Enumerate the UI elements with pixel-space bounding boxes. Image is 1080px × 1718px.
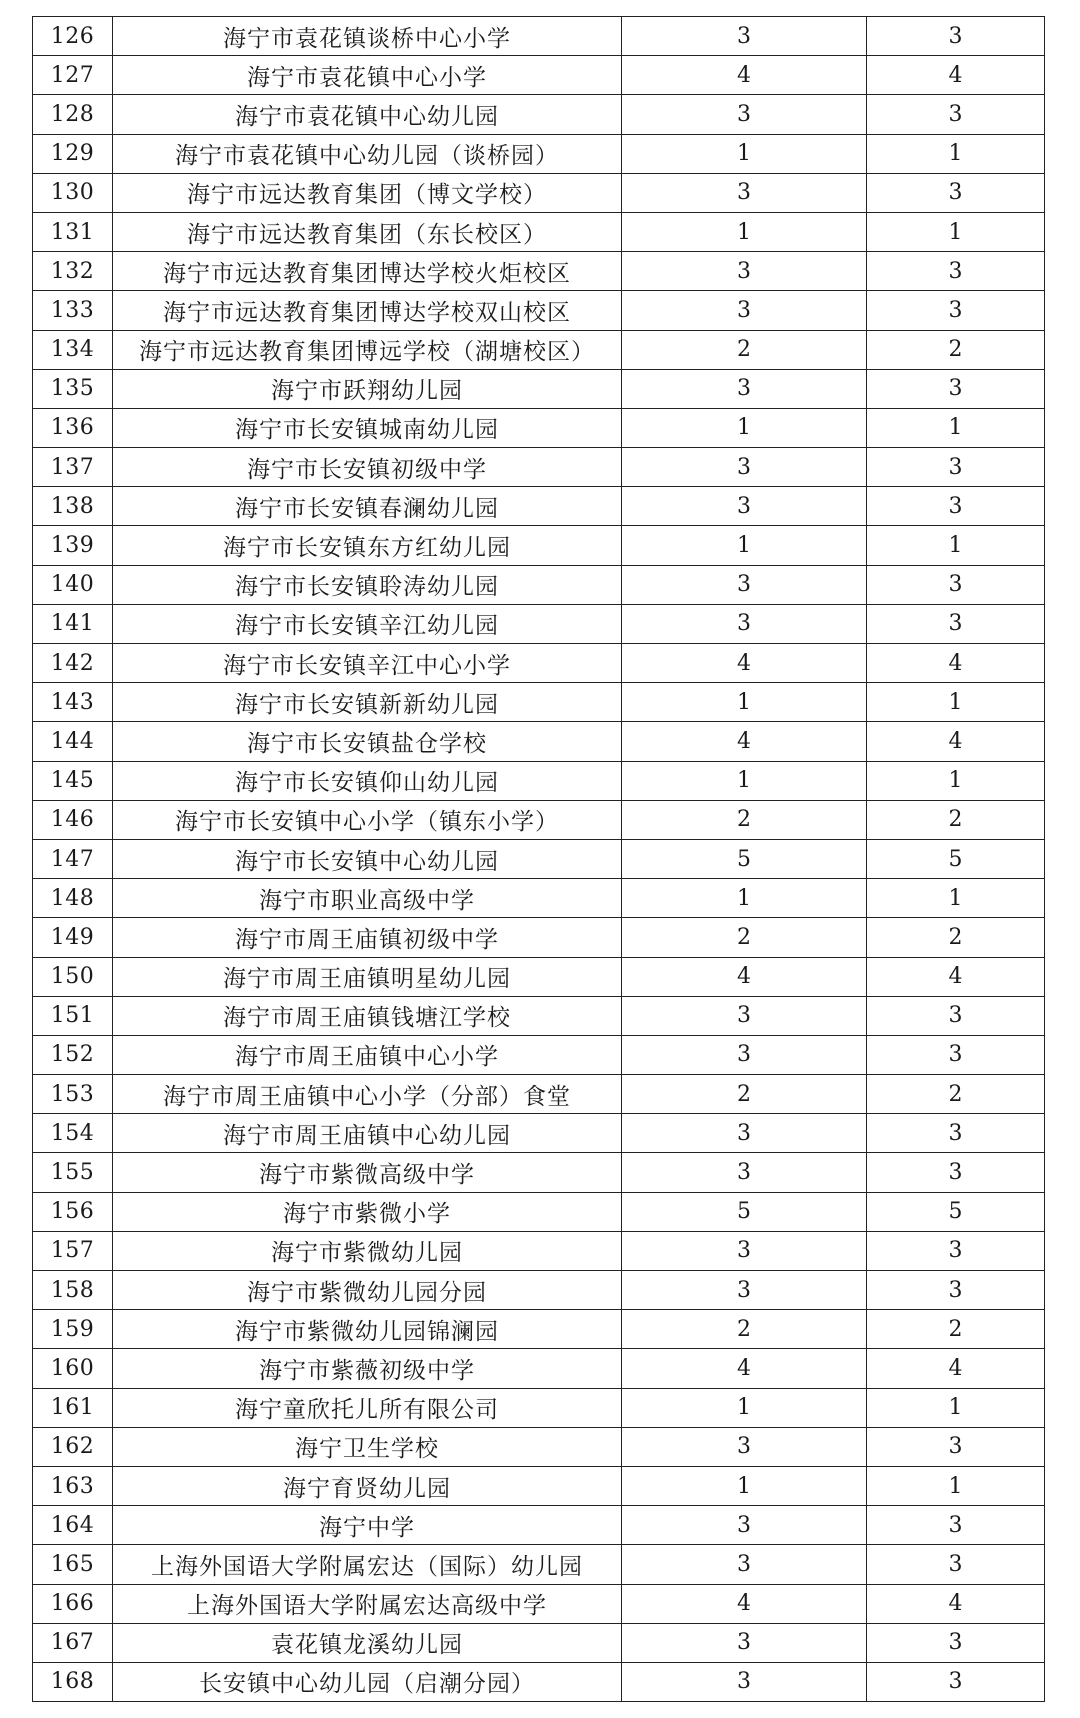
row-number-cell: 136 — [33, 408, 113, 447]
count-cell-a: 1 — [622, 1466, 867, 1505]
row-number-cell: 149 — [33, 918, 113, 957]
count-cell-a: 3 — [622, 1662, 867, 1701]
count-cell-a: 3 — [622, 1427, 867, 1466]
table-row — [33, 173, 1045, 212]
row-number-cell: 130 — [33, 173, 113, 212]
count-cell-a: 4 — [622, 644, 867, 683]
row-number-cell: 146 — [33, 800, 113, 839]
count-cell-b: 3 — [867, 1623, 1045, 1662]
school-name-cell: 海宁市袁花镇中心幼儿园 — [113, 95, 622, 134]
count-cell-a: 5 — [622, 839, 867, 878]
school-name-cell: 海宁市袁花镇谈桥中心小学 — [113, 17, 622, 56]
school-name-cell: 海宁市紫微小学 — [113, 1192, 622, 1231]
table-row — [33, 95, 1045, 134]
row-number-cell: 152 — [33, 1035, 113, 1074]
count-cell-b: 2 — [867, 330, 1045, 369]
count-cell-b: 3 — [867, 1427, 1045, 1466]
count-cell-a: 3 — [622, 448, 867, 487]
school-name-cell: 海宁市周王庙镇中心幼儿园 — [113, 1114, 622, 1153]
school-name-cell: 海宁市远达教育集团博达学校双山校区 — [113, 291, 622, 330]
count-cell-b: 4 — [867, 722, 1045, 761]
row-number-cell: 132 — [33, 252, 113, 291]
count-cell-a: 1 — [622, 526, 867, 565]
row-number-cell: 154 — [33, 1114, 113, 1153]
table-row — [33, 526, 1045, 565]
row-number-cell: 139 — [33, 526, 113, 565]
table-row — [33, 683, 1045, 722]
table-row — [33, 56, 1045, 95]
row-number-cell: 160 — [33, 1349, 113, 1388]
count-cell-b: 1 — [867, 212, 1045, 251]
count-cell-b: 3 — [867, 173, 1045, 212]
table-body — [33, 17, 1045, 1702]
count-cell-a: 2 — [622, 330, 867, 369]
row-number-cell: 133 — [33, 291, 113, 330]
count-cell-a: 2 — [622, 800, 867, 839]
row-number-cell: 140 — [33, 565, 113, 604]
count-cell-b: 3 — [867, 604, 1045, 643]
table-row — [33, 604, 1045, 643]
row-number-cell: 163 — [33, 1466, 113, 1505]
row-number-cell: 135 — [33, 369, 113, 408]
school-name-cell: 海宁市长安镇春澜幼儿园 — [113, 487, 622, 526]
school-name-cell: 海宁卫生学校 — [113, 1427, 622, 1466]
row-number-cell: 142 — [33, 644, 113, 683]
school-name-cell: 海宁市长安镇仰山幼儿园 — [113, 761, 622, 800]
row-number-cell: 150 — [33, 957, 113, 996]
count-cell-b: 1 — [867, 408, 1045, 447]
school-name-cell: 海宁市远达教育集团博达学校火炬校区 — [113, 252, 622, 291]
school-name-cell: 海宁市远达教育集团（东长校区） — [113, 212, 622, 251]
count-cell-a: 3 — [622, 1231, 867, 1270]
count-cell-b: 2 — [867, 1075, 1045, 1114]
table-row — [33, 1310, 1045, 1349]
school-name-cell: 海宁市紫微高级中学 — [113, 1153, 622, 1192]
count-cell-a: 3 — [622, 173, 867, 212]
count-cell-b: 3 — [867, 95, 1045, 134]
count-cell-b: 3 — [867, 1506, 1045, 1545]
school-name-cell: 海宁市长安镇盐仓学校 — [113, 722, 622, 761]
count-cell-b: 4 — [867, 1584, 1045, 1623]
count-cell-b: 3 — [867, 291, 1045, 330]
school-name-cell: 上海外国语大学附属宏达（国际）幼儿园 — [113, 1545, 622, 1584]
count-cell-a: 1 — [622, 134, 867, 173]
table-row — [33, 212, 1045, 251]
count-cell-a: 3 — [622, 1271, 867, 1310]
row-number-cell: 129 — [33, 134, 113, 173]
count-cell-a: 1 — [622, 212, 867, 251]
count-cell-a: 3 — [622, 17, 867, 56]
school-name-cell: 海宁市紫微幼儿园分园 — [113, 1271, 622, 1310]
count-cell-b: 5 — [867, 1192, 1045, 1231]
table-row — [33, 565, 1045, 604]
table-row — [33, 291, 1045, 330]
school-name-cell: 海宁市周王庙镇明星幼儿园 — [113, 957, 622, 996]
count-cell-b: 1 — [867, 1388, 1045, 1427]
table-row — [33, 252, 1045, 291]
school-name-cell: 海宁市长安镇中心小学（镇东小学） — [113, 800, 622, 839]
count-cell-a: 3 — [622, 1545, 867, 1584]
table-row — [33, 1506, 1045, 1545]
table-row — [33, 1349, 1045, 1388]
count-cell-b: 2 — [867, 800, 1045, 839]
school-name-cell: 海宁市长安镇初级中学 — [113, 448, 622, 487]
table-row — [33, 1153, 1045, 1192]
table-row — [33, 1114, 1045, 1153]
table-row — [33, 800, 1045, 839]
table-row — [33, 996, 1045, 1035]
count-cell-a: 3 — [622, 1623, 867, 1662]
count-cell-b: 3 — [867, 1662, 1045, 1701]
table-row — [33, 17, 1045, 56]
row-number-cell: 138 — [33, 487, 113, 526]
row-number-cell: 147 — [33, 839, 113, 878]
count-cell-a: 3 — [622, 369, 867, 408]
table-row — [33, 1623, 1045, 1662]
count-cell-a: 3 — [622, 604, 867, 643]
row-number-cell: 155 — [33, 1153, 113, 1192]
count-cell-a: 2 — [622, 1310, 867, 1349]
count-cell-b: 5 — [867, 839, 1045, 878]
count-cell-a: 3 — [622, 996, 867, 1035]
count-cell-a: 4 — [622, 56, 867, 95]
school-name-cell: 海宁市紫薇初级中学 — [113, 1349, 622, 1388]
row-number-cell: 157 — [33, 1231, 113, 1270]
table-row — [33, 369, 1045, 408]
table-row — [33, 330, 1045, 369]
school-name-cell: 海宁中学 — [113, 1506, 622, 1545]
document-page — [32, 16, 1044, 1702]
row-number-cell: 145 — [33, 761, 113, 800]
row-number-cell: 127 — [33, 56, 113, 95]
school-name-cell: 海宁市周王庙镇中心小学 — [113, 1035, 622, 1074]
count-cell-b: 3 — [867, 1545, 1045, 1584]
count-cell-b: 3 — [867, 996, 1045, 1035]
school-name-cell: 海宁市长安镇辛江幼儿园 — [113, 604, 622, 643]
school-name-cell: 海宁市紫微幼儿园 — [113, 1231, 622, 1270]
count-cell-a: 1 — [622, 1388, 867, 1427]
count-cell-a: 1 — [622, 879, 867, 918]
count-cell-b: 2 — [867, 1310, 1045, 1349]
count-cell-b: 1 — [867, 761, 1045, 800]
row-number-cell: 168 — [33, 1662, 113, 1701]
count-cell-a: 3 — [622, 1506, 867, 1545]
count-cell-b: 1 — [867, 879, 1045, 918]
row-number-cell: 126 — [33, 17, 113, 56]
school-name-cell: 海宁市远达教育集团（博文学校） — [113, 173, 622, 212]
count-cell-b: 3 — [867, 1114, 1045, 1153]
count-cell-a: 1 — [622, 683, 867, 722]
count-cell-a: 3 — [622, 95, 867, 134]
row-number-cell: 164 — [33, 1506, 113, 1545]
row-number-cell: 144 — [33, 722, 113, 761]
count-cell-a: 5 — [622, 1192, 867, 1231]
row-number-cell: 161 — [33, 1388, 113, 1427]
school-name-cell: 海宁市袁花镇中心幼儿园（谈桥园） — [113, 134, 622, 173]
table-row — [33, 1388, 1045, 1427]
count-cell-b: 3 — [867, 252, 1045, 291]
school-name-cell: 长安镇中心幼儿园（启潮分园） — [113, 1662, 622, 1701]
row-number-cell: 128 — [33, 95, 113, 134]
count-cell-a: 3 — [622, 1153, 867, 1192]
count-cell-a: 4 — [622, 1349, 867, 1388]
table-row — [33, 1231, 1045, 1270]
count-cell-b: 4 — [867, 56, 1045, 95]
count-cell-b: 4 — [867, 957, 1045, 996]
count-cell-b: 4 — [867, 1349, 1045, 1388]
count-cell-b: 3 — [867, 17, 1045, 56]
table-row — [33, 1075, 1045, 1114]
school-name-cell: 海宁市职业高级中学 — [113, 879, 622, 918]
school-name-cell: 海宁市周王庙镇初级中学 — [113, 918, 622, 957]
table-row — [33, 957, 1045, 996]
row-number-cell: 162 — [33, 1427, 113, 1466]
row-number-cell: 159 — [33, 1310, 113, 1349]
row-number-cell: 137 — [33, 448, 113, 487]
count-cell-b: 1 — [867, 1466, 1045, 1505]
count-cell-a: 3 — [622, 252, 867, 291]
school-name-cell: 海宁市远达教育集团博远学校（湖塘校区） — [113, 330, 622, 369]
count-cell-a: 3 — [622, 1035, 867, 1074]
table-row — [33, 839, 1045, 878]
row-number-cell: 153 — [33, 1075, 113, 1114]
row-number-cell: 156 — [33, 1192, 113, 1231]
table-row — [33, 487, 1045, 526]
table-row — [33, 1427, 1045, 1466]
school-name-cell: 海宁市长安镇东方红幼儿园 — [113, 526, 622, 565]
school-table — [32, 16, 1045, 1702]
count-cell-b: 3 — [867, 369, 1045, 408]
count-cell-b: 3 — [867, 448, 1045, 487]
count-cell-b: 3 — [867, 1035, 1045, 1074]
table-row — [33, 1466, 1045, 1505]
school-name-cell: 上海外国语大学附属宏达高级中学 — [113, 1584, 622, 1623]
table-row — [33, 1662, 1045, 1701]
school-name-cell: 海宁市长安镇聆涛幼儿园 — [113, 565, 622, 604]
table-row — [33, 448, 1045, 487]
row-number-cell: 167 — [33, 1623, 113, 1662]
row-number-cell: 131 — [33, 212, 113, 251]
school-name-cell: 海宁市袁花镇中心小学 — [113, 56, 622, 95]
count-cell-b: 3 — [867, 1231, 1045, 1270]
table-row — [33, 1545, 1045, 1584]
table-row — [33, 879, 1045, 918]
row-number-cell: 151 — [33, 996, 113, 1035]
row-number-cell: 165 — [33, 1545, 113, 1584]
school-name-cell: 海宁市紫微幼儿园锦澜园 — [113, 1310, 622, 1349]
school-name-cell: 海宁市跃翔幼儿园 — [113, 369, 622, 408]
count-cell-b: 3 — [867, 1271, 1045, 1310]
table-row — [33, 644, 1045, 683]
row-number-cell: 166 — [33, 1584, 113, 1623]
count-cell-a: 4 — [622, 1584, 867, 1623]
school-name-cell: 海宁市长安镇中心幼儿园 — [113, 839, 622, 878]
row-number-cell: 148 — [33, 879, 113, 918]
school-name-cell: 海宁市长安镇辛江中心小学 — [113, 644, 622, 683]
count-cell-a: 3 — [622, 291, 867, 330]
count-cell-b: 2 — [867, 918, 1045, 957]
count-cell-a: 3 — [622, 487, 867, 526]
school-name-cell: 海宁市周王庙镇钱塘江学校 — [113, 996, 622, 1035]
row-number-cell: 143 — [33, 683, 113, 722]
table-row — [33, 761, 1045, 800]
count-cell-a: 4 — [622, 722, 867, 761]
table-row — [33, 1584, 1045, 1623]
row-number-cell: 134 — [33, 330, 113, 369]
school-name-cell: 海宁育贤幼儿园 — [113, 1466, 622, 1505]
count-cell-a: 1 — [622, 408, 867, 447]
table-row — [33, 408, 1045, 447]
table-row — [33, 1271, 1045, 1310]
count-cell-b: 3 — [867, 487, 1045, 526]
table-row — [33, 1192, 1045, 1231]
count-cell-a: 3 — [622, 565, 867, 604]
school-name-cell: 海宁市周王庙镇中心小学（分部）食堂 — [113, 1075, 622, 1114]
count-cell-b: 3 — [867, 565, 1045, 604]
school-name-cell: 海宁市长安镇城南幼儿园 — [113, 408, 622, 447]
count-cell-a: 1 — [622, 761, 867, 800]
count-cell-b: 1 — [867, 134, 1045, 173]
row-number-cell: 141 — [33, 604, 113, 643]
count-cell-a: 2 — [622, 918, 867, 957]
school-name-cell: 海宁童欣托儿所有限公司 — [113, 1388, 622, 1427]
table-row — [33, 1035, 1045, 1074]
table-row — [33, 134, 1045, 173]
table-row — [33, 918, 1045, 957]
count-cell-a: 2 — [622, 1075, 867, 1114]
count-cell-b: 1 — [867, 526, 1045, 565]
school-name-cell: 袁花镇龙溪幼儿园 — [113, 1623, 622, 1662]
count-cell-b: 4 — [867, 644, 1045, 683]
count-cell-a: 3 — [622, 1114, 867, 1153]
count-cell-b: 1 — [867, 683, 1045, 722]
count-cell-a: 4 — [622, 957, 867, 996]
school-name-cell: 海宁市长安镇新新幼儿园 — [113, 683, 622, 722]
table-row — [33, 722, 1045, 761]
count-cell-b: 3 — [867, 1153, 1045, 1192]
row-number-cell: 158 — [33, 1271, 113, 1310]
